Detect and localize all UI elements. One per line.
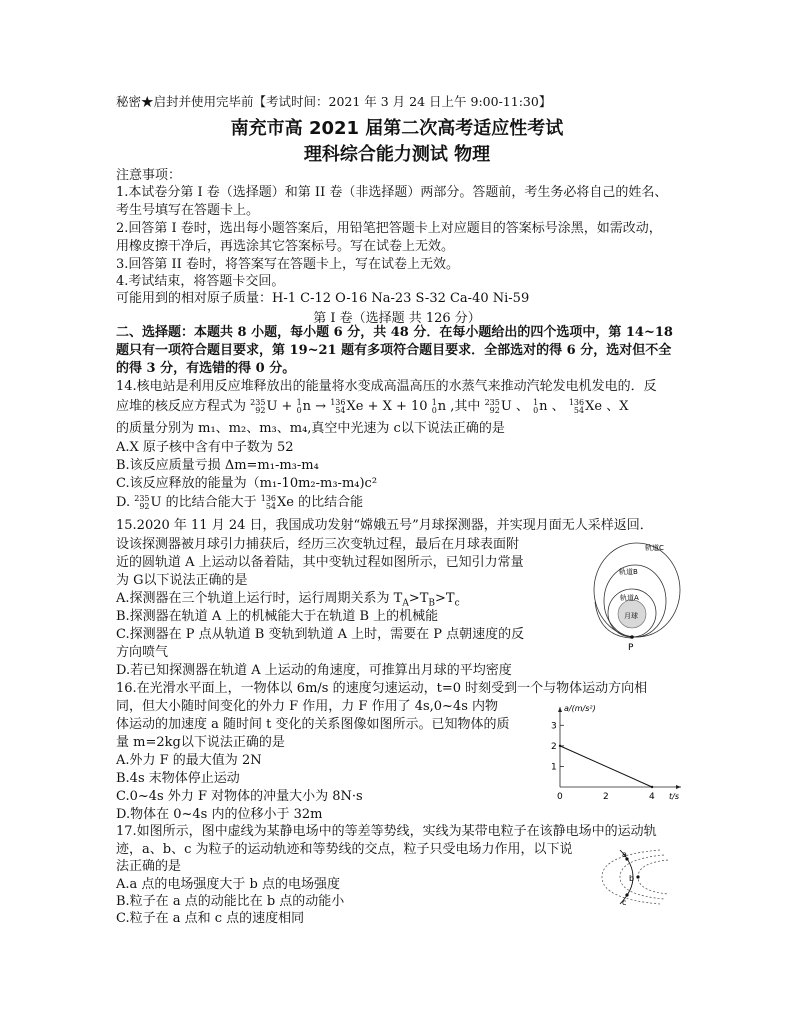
note-3: 3.回答第 II 卷时，将答案写在答题卡上，写在试卷上无效。 (116, 257, 459, 272)
xe-isotope-3: 136 54 (260, 493, 277, 511)
point-c-label: c (622, 898, 627, 907)
orbit-diagram (585, 540, 695, 652)
note-2a: 2.回答第 I 卷时，选出每小题答案后，用铅笔把答题卡上对应题目的答案标号涂黑，如需改动， (116, 221, 662, 236)
u-isotope-2: 235 92 (484, 397, 500, 415)
q17-line-1: 17.如图所示，图中虚线为某静电场中的等差等势线，实线为某带电粒子在该静电场中的运动轨 (116, 824, 657, 839)
moon-label: 月球 (624, 612, 638, 620)
q15-option-b: B.探测器在轨道 A 上的机械能大于在轨道 B 上的机械能 (116, 609, 439, 624)
q16-line-1: 16.在光滑水平面上，一物体以 6m/s 的速度匀速运动，t=0 时刻受到一个与物体运动方向相 (116, 681, 648, 696)
atomic-masses: 可能用到的相对原子质量：H-1 C-12 O-16 Na-23 S-32 Ca-40 Ni-59 (116, 291, 530, 306)
note-2b: 用橡皮擦干净后，再选涂其它答案标号。写在试卷上无效。 (116, 239, 455, 254)
y-tick-label: 2 (551, 741, 557, 752)
q14-equation-lead: 应堆的核反应方程式为 (116, 399, 247, 414)
point-c (625, 893, 628, 896)
x-axis-arrow (676, 785, 681, 789)
q14-d-middle: U 的比结合能大于 (150, 495, 257, 510)
q15-line-4: 为 G以下说法正确的是 (116, 573, 248, 588)
orbit-a-label: 轨道A (620, 594, 639, 602)
q14-option-b: B.该反应质量亏损 Δm=m₁-m₃-m₄ (116, 458, 319, 473)
n-isotope-2: 1 0 (431, 397, 437, 415)
q14-n-label: n 、 (539, 399, 565, 414)
xe-isotope-2: 136 54 (568, 397, 585, 415)
orbit-c-label: 轨道C (645, 544, 664, 552)
y-tick-label: 3 (551, 721, 557, 732)
q16-option-d: D.物体在 0~4s 内的位移小于 32m (116, 807, 323, 822)
notes-heading: 注意事项： (116, 168, 182, 183)
exam-title: 南充市高 2021 届第二次高考适应性考试 (230, 118, 564, 139)
xe-isotope: 136 54 (330, 397, 346, 415)
note-1b: 考生号填写在答题卡上。 (116, 203, 260, 218)
x-tick-label: 0 (557, 792, 563, 802)
q14-d-tail: Xe 的比结合能 (277, 495, 364, 510)
q16-option-b: B.4s 末物体停止运动 (116, 771, 240, 786)
q16-line-2: 同，但大小随时间变化的外力 F 作用，力 F 作用了 4s,0~4s 内物 (116, 699, 499, 714)
q17-option-b: B.粒子在 a 点的动能比在 b 点的动能小 (116, 894, 345, 909)
q16-option-c: C.0~4s 外力 F 对物体的冲量大小为 8N·s (116, 789, 363, 804)
q17-line-2: 迹，a、b、c 为粒子的运动轨迹和等势线的交点，粒子只受电场力作用，以下说 (116, 842, 573, 857)
data-point (559, 745, 561, 747)
q14-eq-n: n → (302, 399, 327, 414)
q15-line-1: 15.2020 年 11 月 24 日，我国成功发射“嫦娥五号”月球探测器，并实现月面无人采样返回． (116, 518, 653, 533)
y-axis-arrow (558, 707, 562, 712)
q16-line-4: 量 m=2kg以下说法正确的是 (116, 735, 285, 750)
u-isotope-3: 235 92 (134, 493, 150, 511)
point-p (630, 635, 634, 639)
section-line-3: 的得 3 分，有选错的得 0 分。 (116, 361, 296, 376)
q14-eq-tail: n ,其中 (437, 399, 481, 414)
confidential-line: 秘密★启封并使用完毕前【考试时间：2021 年 3 月 24 日上午 9:00-11:30】 (116, 94, 552, 109)
q14-xe-label: Xe 、X (585, 399, 629, 414)
q14-line-3: 的质量分别为 m₁、m₂、m₃、m₄,真空中光速为 c以下说法正确的是 (116, 421, 505, 436)
q15-line-2: 设该探测器被月球引力捕获后，经历三次变轨过程，最后在月球表面附 (116, 537, 520, 552)
q15-option-d: D.若已知探测器在轨道 A 上运动的角速度，可推算出月球的平均密度 (116, 663, 512, 678)
note-1a: 1.本试卷分第 I 卷（选择题）和第 II 卷（非选择题）两部分。答题前，考生务必将自己的姓名、 (116, 185, 668, 200)
q17-option-a: A.a 点的电场强度大于 b 点的电场强度 (116, 877, 340, 892)
u-isotope: 235 92 (250, 397, 266, 415)
q16-line-3: 体运动的加速度 a 随时间 t 变化的关系图像如图所示。已知物体的质 (116, 717, 510, 732)
point-b-label: b (629, 874, 635, 883)
q14-option-d (116, 494, 363, 511)
q15-line-3: 近的圆轨道 A 上运动以备着陆，其中变轨过程如图所示，已知引力常量 (116, 555, 524, 570)
x-tick-label: 4 (649, 792, 655, 802)
q14-line-2 (116, 398, 628, 415)
q14-eq-u: U + (266, 399, 293, 414)
q14-line-1: 14.核电站是利用反应堆释放出的能量将水变成高温高压的水蒸气来推动汽轮发电机发电的．反 (116, 379, 657, 394)
q14-option-a: A.X 原子核中含有中子数为 52 (116, 440, 294, 455)
note-4: 4.考试结束，将答题卡交回。 (116, 274, 285, 289)
point-b (636, 875, 639, 878)
q17-option-c: C.粒子在 a 点和 c 点的速度相同 (116, 911, 305, 926)
x-tick-label: 2 (603, 792, 609, 802)
point-a-label: a (622, 850, 627, 859)
q14-d-label: D. (116, 495, 131, 510)
data-point (651, 786, 653, 788)
part1-heading: 第 I 卷（选择题 共 126 分） (313, 311, 481, 326)
q15-option-c1: C.探测器在 P 点从轨道 B 变轨到轨道 A 上时，需要在 P 点朝速度的反 (116, 627, 525, 642)
equipotential-diagram (598, 847, 680, 907)
y-axis-label: a/(m/s²) (564, 704, 596, 713)
q14-eq-xe: Xe + X + 10 (346, 399, 428, 414)
q14-u-label: U 、 (500, 399, 529, 414)
data-line (560, 746, 652, 787)
y-tick-label: 1 (551, 762, 557, 773)
n-isotope-3: 1 0 (533, 397, 539, 415)
point-p-label: P (628, 643, 634, 652)
q14-option-c: C.该反应释放的能量为（m₁-10m₂-m₃-m₄)c² (116, 476, 378, 491)
section-line-1: 二、选择题：本题共 8 小题，每小题 6 分，共 48 分．在每小题给出的四个选项中，第 14~18 (116, 325, 673, 340)
q15-option-c2: 方向喷气 (116, 645, 169, 660)
q15-option-a: A.探测器在三个轨道上运行时，运行周期关系为 $T_A>T_B>T_c$ (116, 591, 460, 609)
acceleration-time-chart (540, 703, 690, 803)
exam-subtitle: 理科综合能力测试 物理 (303, 144, 491, 165)
equipotential-inner (638, 860, 668, 894)
x-axis-label: t/s (669, 792, 679, 801)
q17-line-3: 法正确的是 (116, 859, 182, 874)
orbit-b-label: 轨道B (619, 568, 638, 576)
section-line-2: 题只有一项符合题目要求，第 19~21 题有多项符合题目要求．全部选对的得 6 分，选对但不全 (116, 343, 672, 358)
n-isotope: 1 0 (296, 397, 302, 415)
q16-option-a: A.外力 F 的最大值为 2N (116, 753, 262, 768)
